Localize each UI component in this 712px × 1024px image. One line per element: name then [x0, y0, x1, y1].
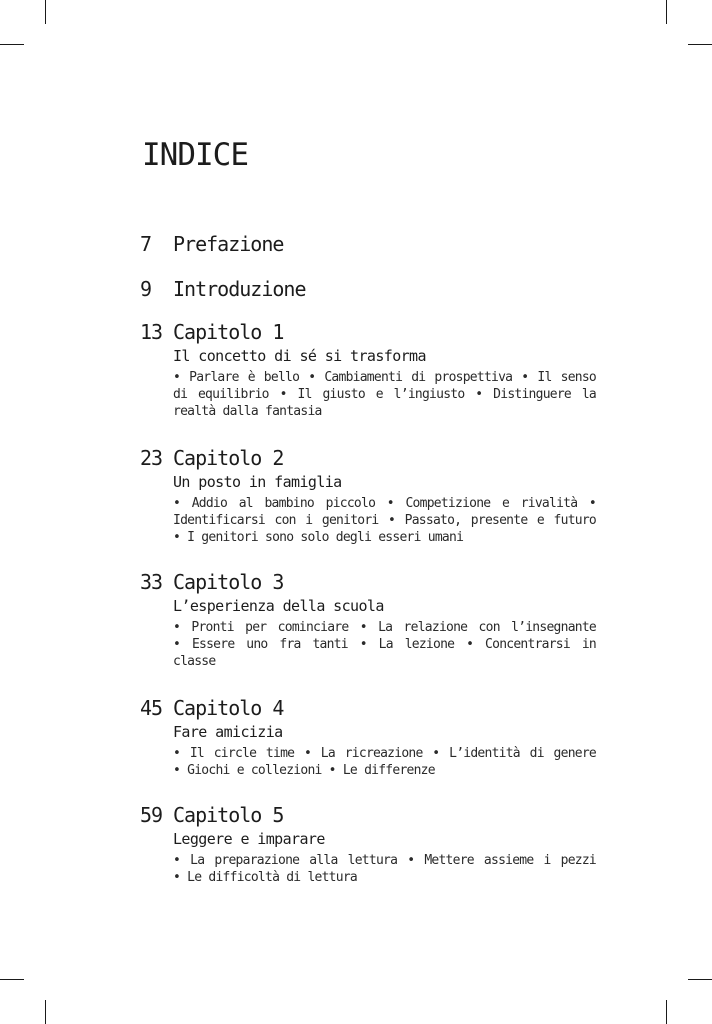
toc-entry-title: Capitolo 3	[173, 570, 284, 594]
crop-mark-bottom-left-horizontal	[0, 979, 24, 980]
crop-mark-top-left-vertical	[45, 0, 46, 24]
toc-section-line: Identificarsi con i genitori • Passato, presente e futuro	[173, 513, 596, 528]
toc-section-line: • La preparazione alla lettura • Mettere assieme i pezzi	[173, 853, 596, 868]
toc-section-line: • Parlare è bello • Cambiamenti di prospettiva • Il senso	[173, 370, 596, 385]
toc-page-number: 23	[140, 446, 163, 470]
toc-section-line: • Giochi e collezioni • Le differenze	[173, 763, 435, 778]
crop-mark-top-right-vertical	[666, 0, 667, 24]
toc-entry-title: Introduzione	[173, 277, 306, 301]
crop-mark-top-right-horizontal	[688, 44, 712, 45]
toc-entry-title: Capitolo 1	[173, 320, 284, 344]
toc-chapter-subtitle: L’esperienza della scuola	[173, 597, 384, 615]
toc-chapter-subtitle: Il concetto di sé si trasforma	[173, 347, 426, 365]
crop-mark-top-left-horizontal	[0, 44, 24, 45]
toc-chapter-sections	[173, 369, 596, 420]
toc-chapter-subtitle: Leggere e imparare	[173, 830, 325, 848]
toc-page-number: 33	[140, 570, 163, 594]
toc-section-line: • Le difficoltà di lettura	[173, 870, 357, 885]
toc-chapter-subtitle: Fare amicizia	[173, 723, 283, 741]
toc-section-line: • Pronti per cominciare • La relazione con l’insegnante	[173, 620, 596, 635]
toc-section-line: di equilibrio • Il giusto e l’ingiusto • Distinguere la	[173, 387, 596, 402]
toc-section-line: • Addio al bambino piccolo • Competizione e rivalità •	[173, 496, 596, 511]
crop-mark-bottom-right-horizontal	[688, 979, 712, 980]
toc-page-number: 7	[140, 232, 152, 256]
toc-chapter-sections	[173, 619, 596, 670]
crop-mark-bottom-left-vertical	[45, 1000, 46, 1024]
toc-section-line: classe	[173, 654, 216, 669]
toc-chapter-sections	[173, 495, 596, 546]
toc-chapter-subtitle: Un posto in famiglia	[173, 473, 342, 491]
toc-section-line: realtà dalla fantasia	[173, 404, 322, 419]
toc-section-line: • Essere uno fra tanti • La lezione • Concentrarsi in	[173, 637, 596, 652]
toc-page-number: 9	[140, 277, 152, 301]
toc-chapter-sections	[173, 745, 596, 779]
toc-page-number: 13	[140, 320, 163, 344]
crop-mark-bottom-right-vertical	[666, 1000, 667, 1024]
toc-entry-title: Capitolo 4	[173, 696, 284, 720]
toc-section-line: • Il circle time • La ricreazione • L’identità di genere	[173, 746, 596, 761]
toc-section-line: • I genitori sono solo degli esseri umani	[173, 530, 464, 545]
toc-entry-title: Prefazione	[173, 232, 284, 256]
toc-entry-title: Capitolo 2	[173, 446, 284, 470]
toc-entry-title: Capitolo 5	[173, 803, 284, 827]
page-title: INDICE	[142, 137, 248, 173]
toc-page-number: 45	[140, 696, 163, 720]
toc-page-number: 59	[140, 803, 163, 827]
toc-chapter-sections	[173, 852, 596, 886]
